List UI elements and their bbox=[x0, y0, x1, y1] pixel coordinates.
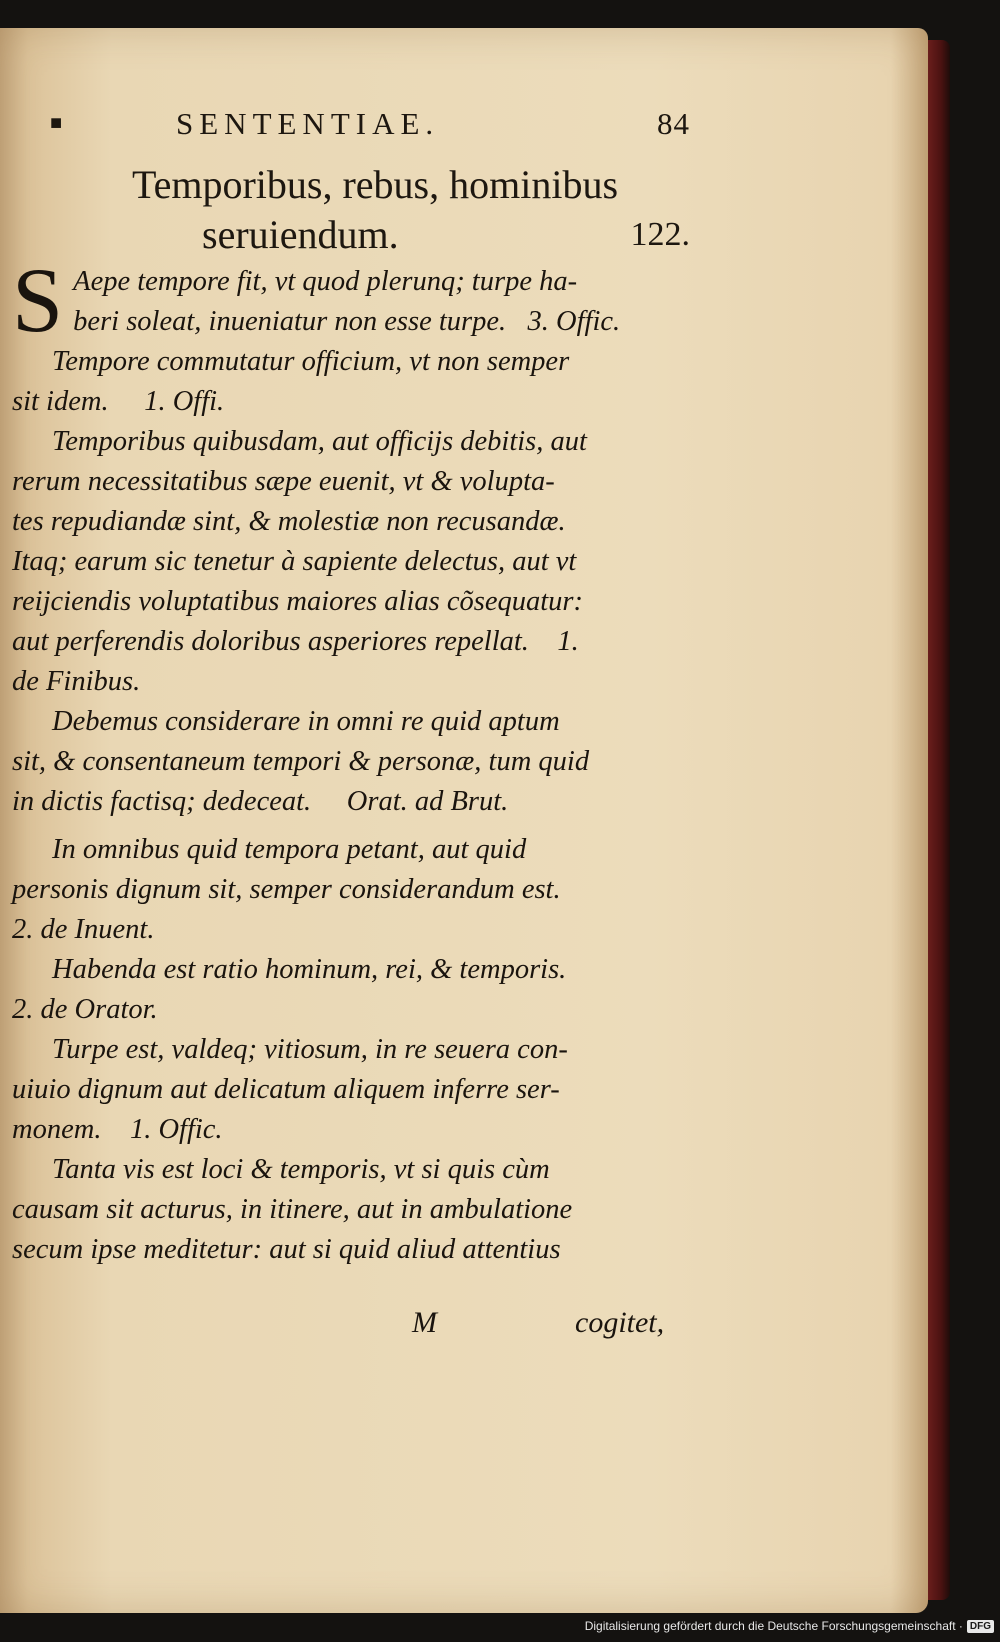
text-line: 2. de Orator. bbox=[12, 994, 158, 1025]
page-number: 84 bbox=[657, 106, 690, 141]
text-line: monem. 1. Offic. bbox=[12, 1114, 223, 1145]
section-title bbox=[20, 160, 690, 260]
paragraph bbox=[12, 1030, 694, 1150]
page-body bbox=[12, 249, 694, 1270]
text-line: Tanta vis est loci & temporis, vt si quis cùm bbox=[52, 1154, 550, 1185]
signature-mark: M bbox=[412, 1306, 437, 1339]
text-line: Itaq; earum sic tenetur à sapiente delectus, aut vt bbox=[12, 546, 577, 577]
text-line: reijciendis voluptatibus maiores alias cõsequatur: bbox=[12, 586, 584, 617]
text-line: rerum necessitatibus sæpe euenit, vt & volupta- bbox=[12, 466, 555, 497]
text-line: sit, & consentaneum tempori & personæ, tum quid bbox=[12, 746, 590, 777]
book-edge bbox=[928, 40, 950, 1600]
text-line: Habenda est ratio hominum, rei, & temporis. bbox=[52, 954, 567, 985]
text-line: de Finibus. bbox=[12, 666, 141, 697]
paragraph bbox=[12, 422, 694, 702]
text-line: Turpe est, valdeq; vitiosum, in re seuera con- bbox=[52, 1034, 568, 1065]
title-line-1: Temporibus, rebus, hominibus bbox=[131, 162, 619, 207]
running-title: SENTENTIAE. bbox=[176, 106, 440, 141]
text-line: sit idem. 1. Offi. bbox=[12, 386, 225, 417]
text-line: causam sit acturus, in itinere, aut in ambulatione bbox=[12, 1194, 573, 1225]
text-line: Tempore commutatur officium, vt non semper bbox=[52, 346, 570, 377]
text-line: Temporibus quibusdam, aut officijs debitis, aut bbox=[52, 426, 587, 457]
dfg-logo: DFG bbox=[967, 1620, 994, 1633]
text-line: beri soleat, inueniatur non esse turpe. 3. Offic. bbox=[73, 306, 621, 337]
paragraph bbox=[12, 830, 694, 950]
drop-cap: S bbox=[12, 249, 64, 351]
text-line: Aepe tempore fit, vt quod plerunq; turpe ha- bbox=[73, 266, 578, 297]
catchword: cogitet, bbox=[575, 1306, 665, 1339]
text-line: uiuio dignum aut delicatum aliquem inferre ser- bbox=[12, 1074, 560, 1105]
footer-text: Digitalisierung gefördert durch die Deutsche Forschungsgemeinschaft · bbox=[584, 1619, 963, 1633]
catchline bbox=[0, 1306, 700, 1346]
header-bullet-icon: ■ bbox=[50, 112, 69, 134]
title-line-2-text: seruiendum. bbox=[202, 212, 399, 257]
text-line: tes repudiandæ sint, & molestiæ non recusandæ. bbox=[12, 506, 566, 537]
paragraph bbox=[12, 1150, 694, 1270]
text-line: 2. de Inuent. bbox=[12, 914, 155, 945]
paragraph bbox=[12, 950, 694, 1030]
paragraph bbox=[12, 702, 694, 822]
text-line: Debemus considerare in omni re quid aptum bbox=[52, 706, 560, 737]
text-line: personis dignum sit, semper considerandum est. bbox=[12, 874, 561, 905]
section-number: 122. bbox=[630, 216, 690, 253]
digitization-footer bbox=[585, 1616, 994, 1636]
text-line: aut perferendis doloribus asperiores repellat. 1. bbox=[12, 626, 579, 657]
page-header bbox=[50, 106, 690, 146]
paragraph bbox=[12, 249, 694, 351]
text-line: In omnibus quid tempora petant, aut quid bbox=[52, 834, 527, 865]
title-line-2 bbox=[20, 210, 690, 260]
paragraph bbox=[12, 342, 694, 422]
text-line: secum ipse meditetur: aut si quid aliud attentius bbox=[12, 1234, 561, 1265]
text-line: in dictis factisq; dedeceat. Orat. ad Brut. bbox=[12, 786, 509, 817]
